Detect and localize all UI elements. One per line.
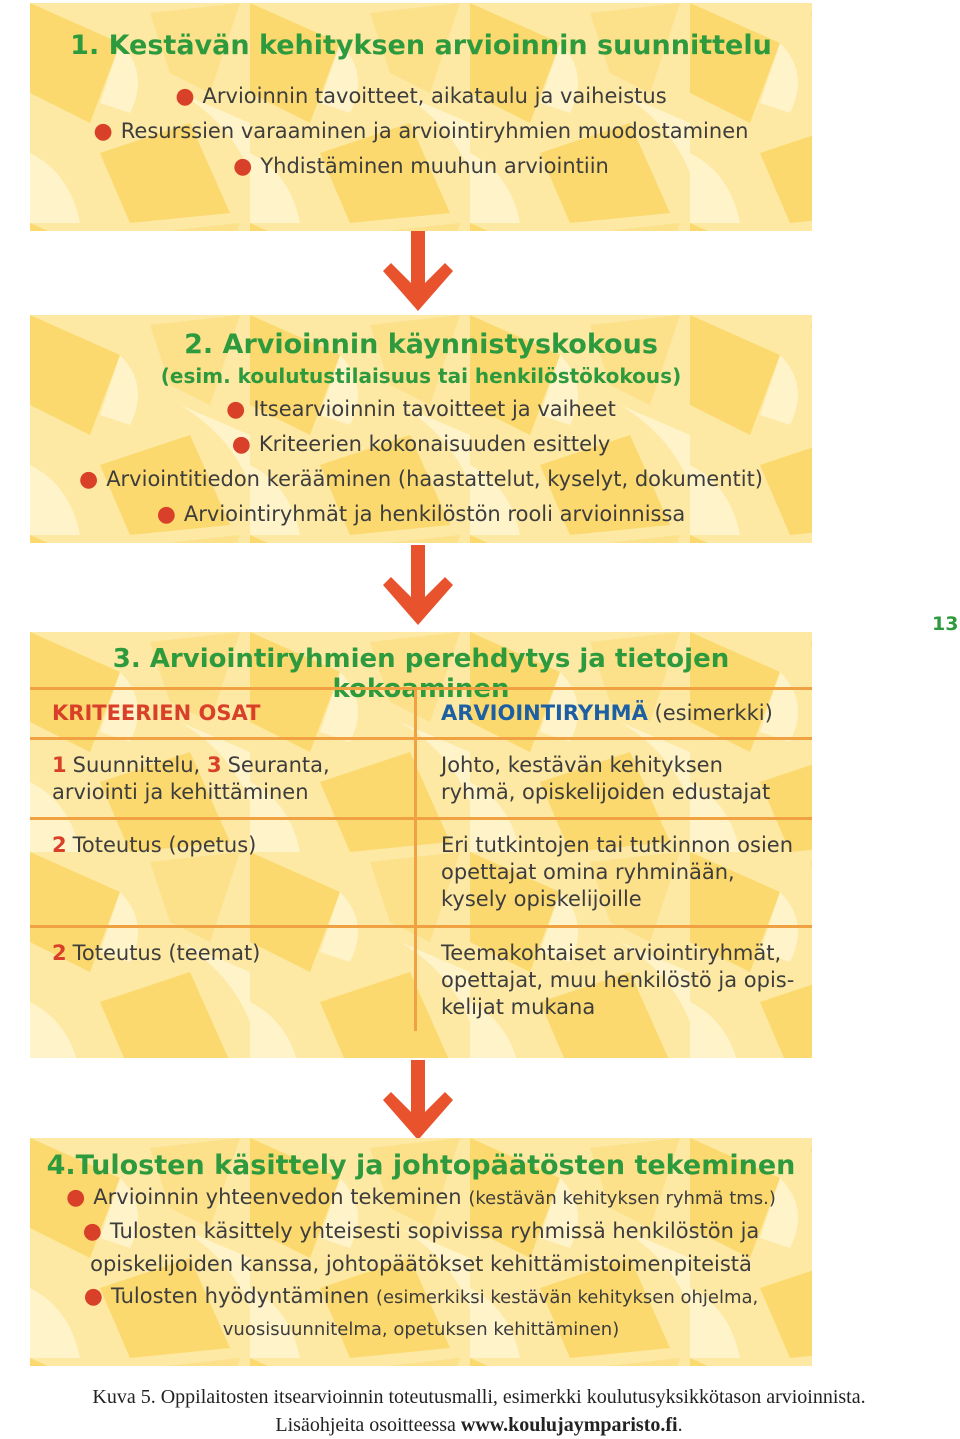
bullet-dot-icon: ●	[175, 84, 195, 109]
figure-caption: Kuva 5. Oppilaitosten itsearvioinnin toteutusmalli, esimerkki koulutusyksikkötason arvioinnista. Lisäohjeita osoitteessa www.koulujaymparisto.fi.	[92, 1386, 866, 1436]
list-item: ● Tulosten käsittely yhteisesti sopivissa ryhmissä henkilöstön ja	[82, 1219, 760, 1244]
table-row: 2 Toteutus (teemat) Teemakohtaiset arviointiryhmät, opettajat, muu henkilöstö ja opis-kelijat mukana	[30, 927, 812, 1032]
list-item: ● Tulosten hyödyntäminen (esimerkiksi kestävän kehityksen ohjelma,	[83, 1284, 759, 1309]
bullet-dot-icon: ●	[66, 1185, 86, 1210]
bullet-dot-icon: ●	[93, 119, 113, 144]
list-item: ● Resurssien varaaminen ja arviointiryhmien muodostaminen	[93, 119, 749, 144]
step4-title: 4.Tulosten käsittely ja johtopäätösten tekeminen	[46, 1150, 796, 1181]
list-item: ● Arviointiryhmät ja henkilöstön rooli arvioinnissa	[156, 502, 686, 527]
step2-panel	[30, 315, 812, 543]
bullet-dot-icon: ●	[226, 397, 246, 422]
column-header-criteria: KRITEERIEN OSAT	[52, 701, 261, 725]
step1-title: 1. Kestävän kehityksen arvioinnin suunnittelu	[70, 30, 772, 61]
bullet-dot-icon: ●	[231, 432, 251, 457]
table-row: 1 Suunnittelu, 3 Seuranta, arviointi ja kehittäminen Johto, kestävän kehityksen ryhmä, opiskelijoiden edustajat	[30, 739, 812, 819]
step4-panel: 4.Tulosten käsittely ja johtopäätösten tekeminen ● Arvioinnin yhteenvedon tekeminen (kestävän kehityksen ryhmä tms.) ● Tulosten käsittely yhteisesti sopivissa ryhmissä henkilöstön ja opiskelijoiden kanssa, johtopäätökset kehittämistoimenpiteistä ● Tulosten hyödyntäminen (esimerkiksi kestävän kehityksen ohjelma, vuosisuunnitelma, opetuksen kehittäminen)	[30, 1138, 812, 1366]
bullet-dot-icon: ●	[78, 467, 99, 492]
criteria-table	[30, 687, 812, 1031]
table-row: 2 Toteutus (opetus) Eri tutkintojen tai tutkinnon osien opettajat omina ryhminään, kysely opiskelijoille	[30, 819, 812, 927]
list-item: ● Arvioinnin yhteenvedon tekeminen (kestävän kehityksen ryhmä tms.)	[66, 1185, 776, 1210]
step3-panel	[30, 632, 812, 1058]
list-item: ● Arviointitiedon kerääminen (haastattelut, kyselyt, dokumentit)	[78, 467, 764, 492]
bullet-dot-icon: ●	[156, 502, 176, 527]
column-header-group: ARVIOINTIRYHMÄ	[441, 701, 648, 725]
bullet-dot-icon: ●	[233, 154, 253, 179]
table-header-row	[30, 689, 812, 739]
step2-title: 2. Arvioinnin käynnistyskokous	[184, 329, 658, 360]
step1-panel	[30, 3, 812, 231]
list-item: ● Itsearvioinnin tavoitteet ja vaiheet	[226, 397, 616, 422]
list-item: ● Arvioinnin tavoitteet, aikataulu ja vaiheistus	[175, 84, 667, 109]
page-number: 13	[932, 613, 959, 635]
column-header-note: (esimerkki)	[654, 701, 773, 725]
step2-subtitle: (esim. koulutustilaisuus tai henkilöstökokous)	[160, 364, 682, 388]
bullet-dot-icon: ●	[82, 1219, 102, 1244]
down-arrow-icon	[383, 1060, 453, 1142]
list-item: ● Kriteerien kokonaisuuden esittely	[231, 432, 611, 457]
down-arrow-icon	[383, 231, 453, 313]
down-arrow-icon	[383, 545, 453, 627]
website-link[interactable]: www.koulujaymparisto.fi	[460, 1414, 678, 1436]
step3-title: 3. Arviointiryhmien perehdytys ja tietojen kokoaminen	[112, 644, 730, 704]
list-item: ● Yhdistäminen muuhun arviointiin	[233, 154, 609, 179]
bullet-dot-icon: ●	[83, 1284, 103, 1309]
